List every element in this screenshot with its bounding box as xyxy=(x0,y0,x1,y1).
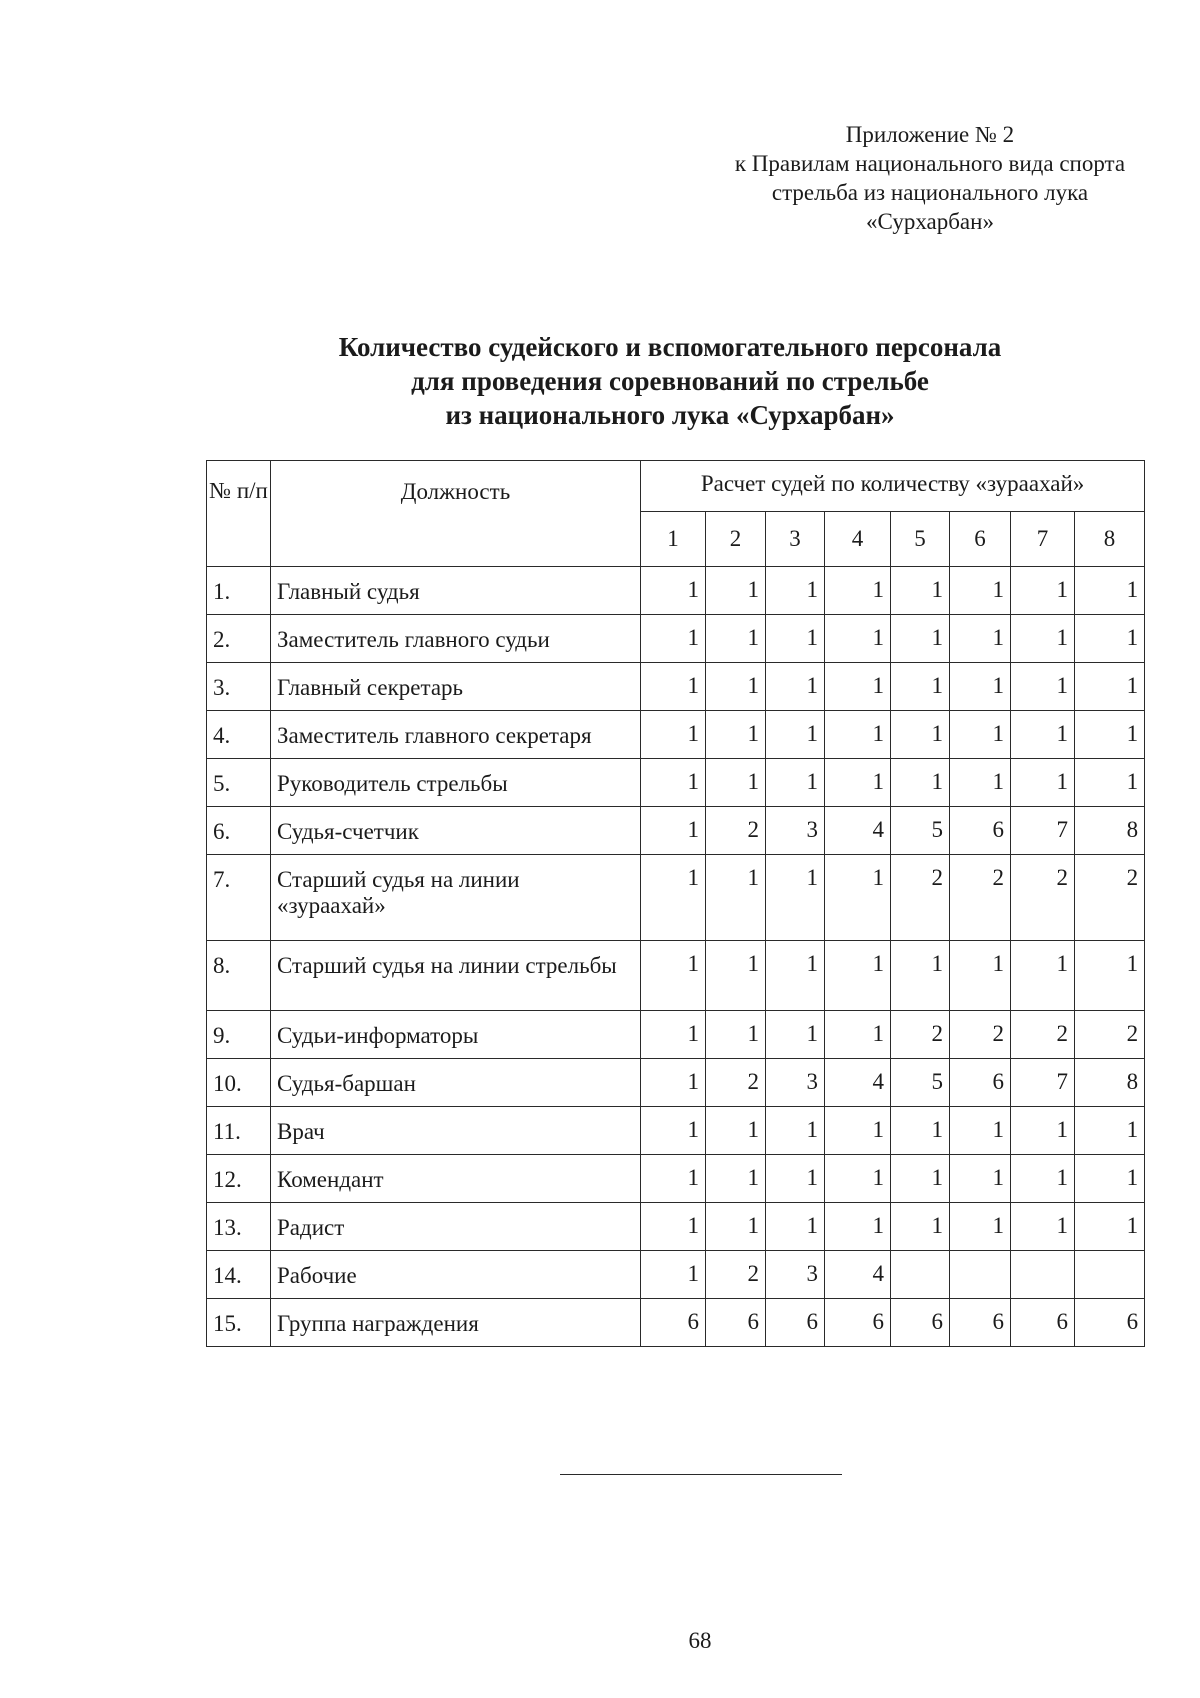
row-position: Радист xyxy=(271,1203,641,1251)
row-position: Группа награждения xyxy=(271,1299,641,1347)
appendix-line: стрельба из национального лука xyxy=(771,180,1089,205)
row-value: 4 xyxy=(825,1251,891,1299)
row-value: 6 xyxy=(706,1299,766,1347)
row-position: Главный судья xyxy=(271,567,641,615)
row-value: 7 xyxy=(1011,1059,1075,1107)
row-value: 1 xyxy=(641,615,706,663)
row-value: 1 xyxy=(825,615,891,663)
row-value: 1 xyxy=(825,567,891,615)
row-value: 1 xyxy=(706,567,766,615)
row-value: 1 xyxy=(825,1011,891,1059)
row-value: 1 xyxy=(825,855,891,941)
row-value: 1 xyxy=(706,759,766,807)
row-value: 2 xyxy=(1011,855,1075,941)
row-value: 1 xyxy=(641,759,706,807)
title-line: из национального лука «Сурхарбан» xyxy=(445,400,895,430)
row-position: Судьи-информаторы xyxy=(271,1011,641,1059)
row-value: 6 xyxy=(1075,1299,1145,1347)
row-position: Судья-баршан xyxy=(271,1059,641,1107)
row-value: 2 xyxy=(706,1059,766,1107)
row-value: 1 xyxy=(1075,941,1145,1011)
staff-table xyxy=(206,460,1145,1347)
row-value: 2 xyxy=(1011,1011,1075,1059)
row-value: 1 xyxy=(825,759,891,807)
appendix-header xyxy=(700,120,1160,236)
row-value: 1 xyxy=(1011,711,1075,759)
header-number: № п/п xyxy=(207,461,271,567)
row-value: 1 xyxy=(950,759,1011,807)
header-column: 4 xyxy=(825,512,891,567)
row-value: 1 xyxy=(766,855,825,941)
row-value: 1 xyxy=(1075,615,1145,663)
row-value: 6 xyxy=(825,1299,891,1347)
row-value: 1 xyxy=(706,1155,766,1203)
row-value: 1 xyxy=(706,855,766,941)
table-row xyxy=(207,1299,1145,1347)
row-value: 8 xyxy=(1075,1059,1145,1107)
row-value: 1 xyxy=(706,711,766,759)
header-column: 6 xyxy=(950,512,1011,567)
row-value: 1 xyxy=(950,615,1011,663)
row-value: 1 xyxy=(1011,759,1075,807)
row-value: 1 xyxy=(706,1203,766,1251)
row-value: 1 xyxy=(1075,759,1145,807)
row-number: 13. xyxy=(207,1203,271,1251)
row-value: 2 xyxy=(706,807,766,855)
row-position: Заместитель главного судьи xyxy=(271,615,641,663)
row-number: 11. xyxy=(207,1107,271,1155)
row-number: 4. xyxy=(207,711,271,759)
table-row xyxy=(207,759,1145,807)
row-value xyxy=(1075,1251,1145,1299)
header-position: Должность xyxy=(271,461,641,567)
row-number: 6. xyxy=(207,807,271,855)
row-position: Главный секретарь xyxy=(271,663,641,711)
row-value: 1 xyxy=(825,1203,891,1251)
row-value: 1 xyxy=(825,711,891,759)
row-value: 1 xyxy=(641,807,706,855)
header-column: 1 xyxy=(641,512,706,567)
row-value: 6 xyxy=(950,807,1011,855)
row-value: 1 xyxy=(950,1203,1011,1251)
row-value: 1 xyxy=(641,941,706,1011)
row-number: 8. xyxy=(207,941,271,1011)
row-value: 1 xyxy=(1075,1107,1145,1155)
row-number: 3. xyxy=(207,663,271,711)
row-number: 14. xyxy=(207,1251,271,1299)
row-value: 6 xyxy=(1011,1299,1075,1347)
row-value: 1 xyxy=(1011,1203,1075,1251)
row-value: 1 xyxy=(1011,615,1075,663)
row-value: 1 xyxy=(891,663,950,711)
row-value: 1 xyxy=(706,1011,766,1059)
header-column: 7 xyxy=(1011,512,1075,567)
row-value: 6 xyxy=(641,1299,706,1347)
row-value: 1 xyxy=(891,567,950,615)
row-number: 7. xyxy=(207,855,271,941)
row-value: 3 xyxy=(766,1059,825,1107)
row-value: 2 xyxy=(950,1011,1011,1059)
row-value: 1 xyxy=(1075,1203,1145,1251)
table-row xyxy=(207,1107,1145,1155)
row-value: 2 xyxy=(891,855,950,941)
row-value: 1 xyxy=(766,1107,825,1155)
row-value: 1 xyxy=(766,1155,825,1203)
table-row xyxy=(207,807,1145,855)
row-value xyxy=(891,1251,950,1299)
row-value: 1 xyxy=(1075,567,1145,615)
row-value: 1 xyxy=(766,615,825,663)
row-value: 1 xyxy=(706,1107,766,1155)
table-row xyxy=(207,941,1145,1011)
row-value: 7 xyxy=(1011,807,1075,855)
table-row xyxy=(207,1059,1145,1107)
table-row xyxy=(207,1011,1145,1059)
table-row xyxy=(207,1155,1145,1203)
row-value: 4 xyxy=(825,1059,891,1107)
table-row xyxy=(207,1203,1145,1251)
row-value: 1 xyxy=(766,1203,825,1251)
footer-divider xyxy=(560,1474,842,1475)
header-column: 5 xyxy=(891,512,950,567)
table-row xyxy=(207,567,1145,615)
header-column: 2 xyxy=(706,512,766,567)
row-number: 2. xyxy=(207,615,271,663)
row-value: 1 xyxy=(1075,663,1145,711)
table-row xyxy=(207,711,1145,759)
row-number: 10. xyxy=(207,1059,271,1107)
row-value: 1 xyxy=(1011,1155,1075,1203)
row-value: 2 xyxy=(706,1251,766,1299)
table-row xyxy=(207,1251,1145,1299)
row-value: 5 xyxy=(891,807,950,855)
header-calculation: Расчет судей по количеству «зураахай» xyxy=(641,461,1145,512)
row-value: 1 xyxy=(825,663,891,711)
row-value: 1 xyxy=(766,1011,825,1059)
row-value: 1 xyxy=(766,941,825,1011)
row-value: 1 xyxy=(641,711,706,759)
row-value: 5 xyxy=(891,1059,950,1107)
row-position: Руководитель стрельбы xyxy=(271,759,641,807)
row-value: 1 xyxy=(891,1203,950,1251)
row-position: Старший судья на линии стрельбы xyxy=(271,941,641,1011)
row-value: 1 xyxy=(641,1251,706,1299)
row-value: 1 xyxy=(891,941,950,1011)
row-value: 1 xyxy=(891,1155,950,1203)
page-number: 68 xyxy=(688,1628,712,1653)
row-value: 1 xyxy=(706,663,766,711)
row-value: 1 xyxy=(825,941,891,1011)
document-title xyxy=(270,330,1070,432)
row-value: 1 xyxy=(766,711,825,759)
row-value: 2 xyxy=(891,1011,950,1059)
row-value: 1 xyxy=(891,1107,950,1155)
row-value: 1 xyxy=(641,1107,706,1155)
row-value xyxy=(950,1251,1011,1299)
row-value: 1 xyxy=(950,941,1011,1011)
row-value: 2 xyxy=(1075,1011,1145,1059)
row-value: 4 xyxy=(825,807,891,855)
row-value: 1 xyxy=(950,1155,1011,1203)
row-position: Рабочие xyxy=(271,1251,641,1299)
appendix-line: «Сурхарбан» xyxy=(866,209,994,234)
row-value: 2 xyxy=(1075,855,1145,941)
row-value: 6 xyxy=(950,1059,1011,1107)
row-value: 1 xyxy=(825,1155,891,1203)
row-value: 1 xyxy=(1011,941,1075,1011)
header-column: 8 xyxy=(1075,512,1145,567)
row-value: 1 xyxy=(641,855,706,941)
row-value: 6 xyxy=(950,1299,1011,1347)
row-position: Комендант xyxy=(271,1155,641,1203)
row-value: 1 xyxy=(641,1011,706,1059)
row-value: 1 xyxy=(641,1155,706,1203)
row-value: 1 xyxy=(950,711,1011,759)
table-header-row xyxy=(207,461,1145,512)
row-value: 6 xyxy=(766,1299,825,1347)
row-position: Врач xyxy=(271,1107,641,1155)
row-value: 1 xyxy=(766,663,825,711)
row-value: 3 xyxy=(766,807,825,855)
row-value: 1 xyxy=(950,1107,1011,1155)
row-number: 12. xyxy=(207,1155,271,1203)
row-number: 15. xyxy=(207,1299,271,1347)
table-row xyxy=(207,855,1145,941)
title-line: для проведения соревнований по стрельбе xyxy=(411,366,929,396)
row-value: 1 xyxy=(641,1059,706,1107)
row-value: 1 xyxy=(891,711,950,759)
row-number: 5. xyxy=(207,759,271,807)
row-value: 1 xyxy=(706,941,766,1011)
row-position: Старший судья на линии «зураахай» xyxy=(271,855,641,941)
row-position: Судья-счетчик xyxy=(271,807,641,855)
row-value: 1 xyxy=(1075,711,1145,759)
row-value: 1 xyxy=(706,615,766,663)
appendix-line: Приложение № 2 xyxy=(845,122,1015,147)
row-value: 1 xyxy=(641,567,706,615)
table-body xyxy=(207,461,1145,1347)
row-value: 3 xyxy=(766,1251,825,1299)
row-number: 1. xyxy=(207,567,271,615)
row-value: 1 xyxy=(891,615,950,663)
row-value: 6 xyxy=(891,1299,950,1347)
row-value: 1 xyxy=(950,567,1011,615)
row-position: Заместитель главного секретаря xyxy=(271,711,641,759)
row-value: 1 xyxy=(641,663,706,711)
row-value: 1 xyxy=(766,759,825,807)
row-value: 1 xyxy=(950,663,1011,711)
header-column: 3 xyxy=(766,512,825,567)
appendix-line: к Правилам национального вида спорта xyxy=(734,151,1126,176)
row-value: 1 xyxy=(1011,567,1075,615)
row-value: 1 xyxy=(766,567,825,615)
row-value: 1 xyxy=(1075,1155,1145,1203)
table-row xyxy=(207,615,1145,663)
row-value xyxy=(1011,1251,1075,1299)
table-row xyxy=(207,663,1145,711)
title-line: Количество судейского и вспомогательного персонала xyxy=(338,332,1002,362)
row-value: 1 xyxy=(1011,1107,1075,1155)
row-value: 2 xyxy=(950,855,1011,941)
row-value: 1 xyxy=(641,1203,706,1251)
row-value: 1 xyxy=(825,1107,891,1155)
row-value: 1 xyxy=(891,759,950,807)
row-value: 1 xyxy=(1011,663,1075,711)
row-number: 9. xyxy=(207,1011,271,1059)
row-value: 8 xyxy=(1075,807,1145,855)
